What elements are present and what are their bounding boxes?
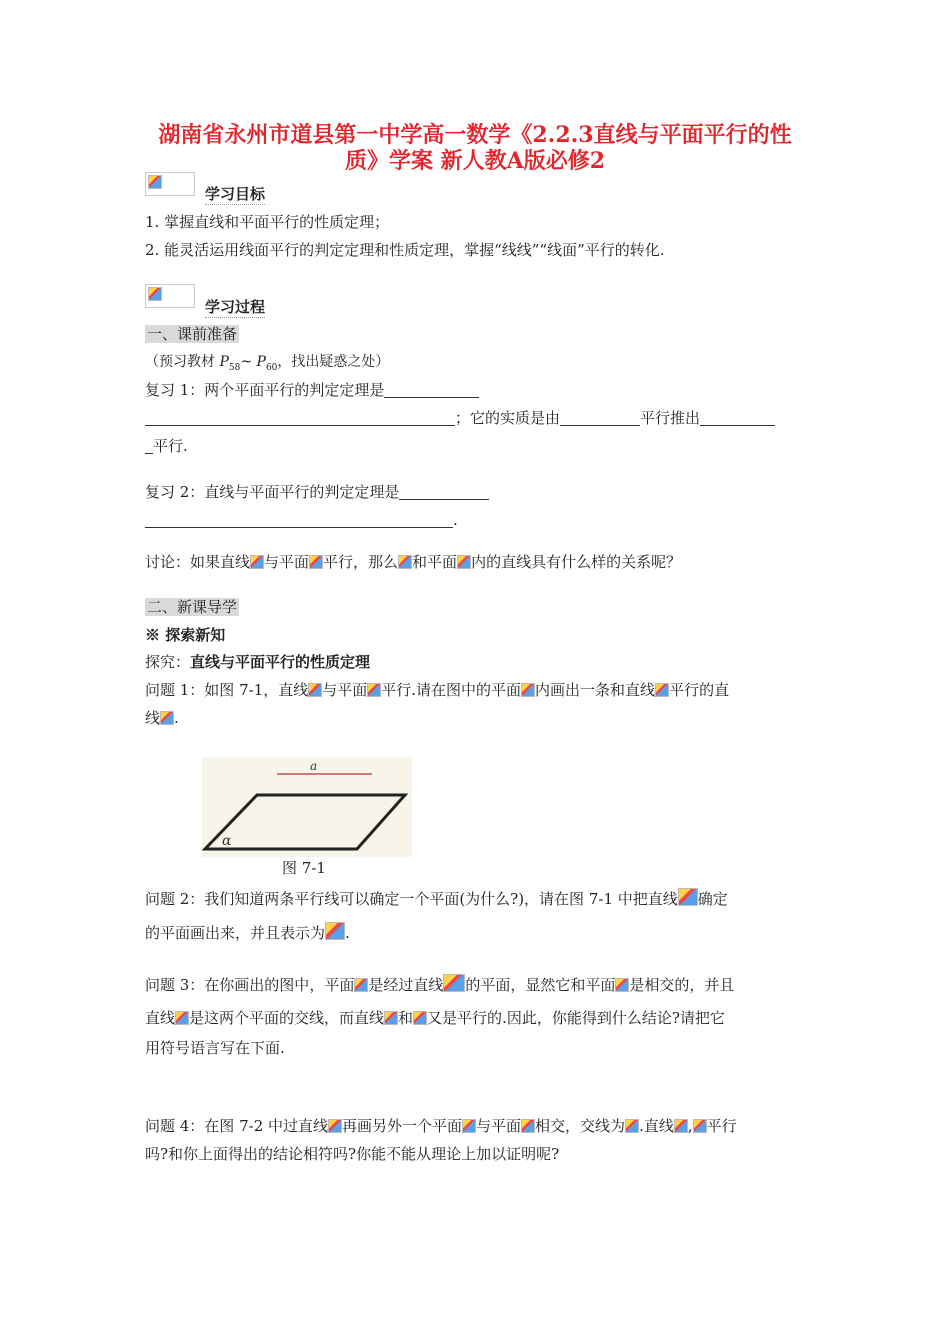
figure-7-1 — [202, 757, 412, 857]
line-b-image-icon — [175, 1011, 189, 1025]
lines-ab-image-icon — [678, 888, 698, 906]
question-1-cont: 线 . — [145, 709, 179, 727]
question-2: 问题 2：我们知道两条平行线可以确定一个平面(为什么?)，请在图 7-1 中把直线 确定 — [145, 890, 728, 908]
review-1-end: 平行. — [145, 436, 188, 456]
line-a-image-icon — [398, 555, 412, 569]
line-a-image-icon — [328, 1119, 342, 1133]
plane-alpha-image-icon — [309, 555, 323, 569]
label-alpha: α — [222, 833, 232, 849]
line-a-image-icon — [308, 683, 322, 697]
line-c-image-icon — [625, 1119, 639, 1133]
line-b-image-icon — [413, 1011, 427, 1025]
answer-blank[interactable] — [700, 411, 775, 426]
broken-image-icon — [148, 287, 162, 301]
document-title-line1: 湖南省永州市道县第一中学高一数学《2.2.3直线与平面平行的性 — [158, 122, 792, 148]
answer-blank[interactable] — [145, 513, 453, 528]
document-title-line2: 质》学案 新人教A版必修2 — [344, 148, 606, 174]
plane-alpha-image-icon — [521, 683, 535, 697]
new-lesson-heading: 二、新课导学 — [147, 598, 238, 616]
answer-blank[interactable] — [145, 439, 153, 454]
line-a-image-icon — [655, 683, 669, 697]
prep-heading: 一、课前准备 — [147, 325, 238, 343]
answer-blank[interactable] — [560, 411, 640, 426]
plane-gamma-image-icon — [462, 1119, 476, 1133]
plane-alpha-image-icon — [521, 1119, 535, 1133]
line-a-image-icon — [384, 1011, 398, 1025]
answer-blank[interactable] — [399, 485, 489, 500]
label-a: a — [310, 759, 318, 773]
broken-image-icon — [148, 175, 162, 189]
section-image-icon — [145, 284, 195, 308]
question-1: 问题 1：如图 7-1，直线 与平面 平行.请在图中的平面 内画出一条和直线 平行的直 — [145, 681, 730, 699]
figure-caption: 图 7-1 — [282, 859, 326, 877]
question-3-end: 用符号语言写在下面. — [145, 1039, 285, 1057]
review-1-cont: ；它的实质是由 平行推出 — [145, 408, 775, 428]
review-1: 复习 1：两个平面平行的判定定理是 — [145, 380, 479, 400]
question-3-cont: 直线 是这两个平面的交线，而直线 和 又是平行的.因此，你能得到什么结论?请把它 — [145, 1009, 725, 1027]
explore-heading: ※ 探索新知 — [145, 626, 226, 644]
line-a-image-icon — [250, 555, 264, 569]
goal-2: 2. 能灵活运用线面平行的判定定理和性质定理，掌握“线线”“线面”平行的转化. — [145, 241, 665, 259]
plane-beta-image-icon — [325, 922, 345, 940]
goals-heading: 学习目标 — [205, 185, 266, 203]
line-b-image-icon — [160, 711, 174, 725]
plane-alpha-image-icon — [615, 978, 629, 992]
section-image-icon — [145, 172, 195, 196]
figure-background — [202, 757, 412, 857]
process-heading: 学习过程 — [205, 298, 266, 316]
lines-ab-image-icon — [443, 974, 465, 992]
answer-blank[interactable] — [384, 383, 479, 398]
plane-beta-image-icon — [354, 978, 368, 992]
inquiry-line: 探究：直线与平面平行的性质定理 — [145, 653, 371, 671]
line-c-image-icon — [693, 1119, 707, 1133]
question-2-cont: 的平面画出来，并且表示为 . — [145, 924, 350, 942]
question-3: 问题 3：在你画出的图中，平面 是经过直线 的平面，显然它和平面 是相交的，并且 — [145, 976, 735, 994]
answer-blank[interactable] — [145, 411, 455, 426]
question-4: 问题 4：在图 7-2 中过直线 再画另外一个平面 与平面 相交，交线为 .直线 , 平行 — [145, 1117, 737, 1135]
discussion: 讨论：如果直线 与平面 平行，那么 和平面 内的直线具有什么样的关系呢？ — [145, 553, 682, 571]
preview-line: （预习教材 $P_{58}\sim$ $P_{60}$，找出疑惑之处） — [145, 354, 390, 373]
line-b-image-icon — [674, 1119, 688, 1133]
review-2: 复习 2：直线与平面平行的判定定理是 — [145, 482, 489, 502]
question-4-cont: 吗?和你上面得出的结论相符吗?你能不能从理论上加以证明呢? — [145, 1145, 560, 1163]
review-2-cont: . — [145, 510, 458, 530]
goal-1: 1. 掌握直线和平面平行的性质定理； — [145, 213, 390, 231]
plane-alpha-image-icon — [367, 683, 381, 697]
plane-alpha-image-icon — [457, 555, 471, 569]
